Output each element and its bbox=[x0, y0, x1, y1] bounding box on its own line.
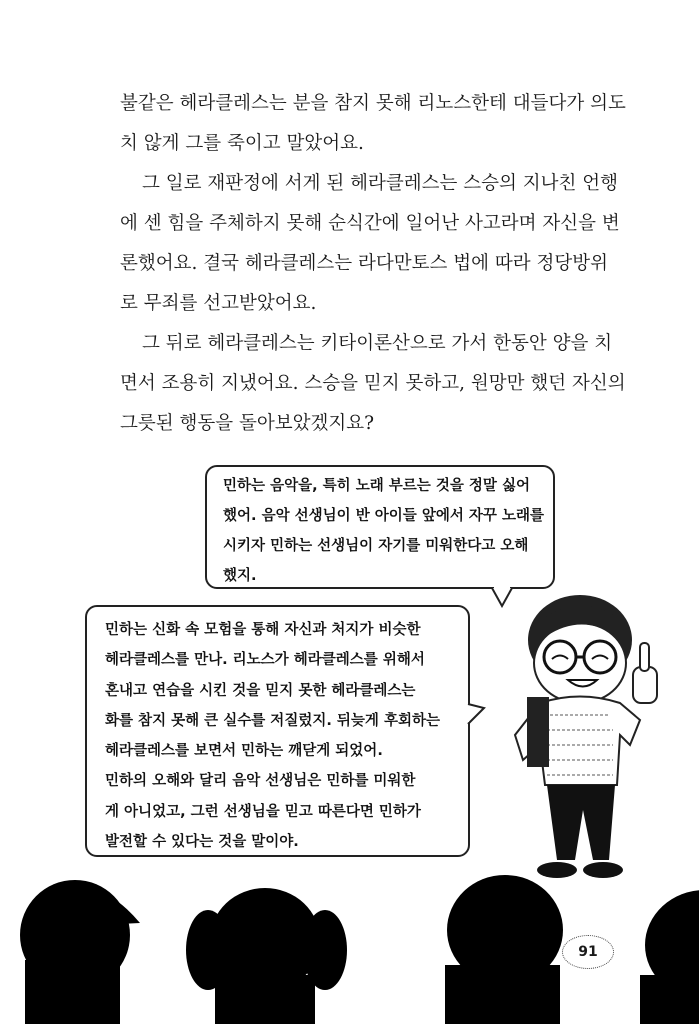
body-text bbox=[120, 84, 626, 444]
body-line: 그 일로 재판정에 서게 된 헤라클레스는 스승의 지나친 언행 bbox=[142, 173, 618, 194]
speech-bubble-1 bbox=[205, 465, 555, 589]
body-line: 로 무죄를 선고받았어요. bbox=[120, 293, 317, 314]
body-line: 면서 조용히 지냈어요. 스승을 믿지 못하고, 원망만 했던 자신의 bbox=[120, 373, 626, 394]
bubble-line: 화를 참지 못해 큰 실수를 저질렀지. 뒤늦게 후회하는 bbox=[105, 712, 440, 729]
page-number: 91 bbox=[562, 935, 614, 969]
bubble-line: 게 아니었고, 그런 선생님을 믿고 따른다면 민하가 bbox=[105, 803, 421, 820]
body-line: 그릇된 행동을 돌아보았겠지요? bbox=[120, 413, 375, 434]
bubble-line: 헤라클레스를 보면서 민하는 깨닫게 되었어. bbox=[105, 743, 383, 760]
bubble-line: 했어. 음악 선생님이 반 아이들 앞에서 자꾸 노래를 bbox=[223, 508, 544, 524]
bubble-line: 혼내고 연습을 시킨 것을 믿지 못한 헤라클레스는 bbox=[105, 682, 416, 699]
boy-character-illustration bbox=[505, 585, 675, 890]
body-line: 그 뒤로 헤라클레스는 키타이론산으로 가서 한동안 양을 치 bbox=[142, 333, 613, 354]
bubble-line: 발전할 수 있다는 것을 말이야. bbox=[105, 834, 299, 851]
bubble-line: 민하는 신화 속 모험을 통해 자신과 처지가 비슷한 bbox=[105, 622, 421, 638]
bubble-line: 민하의 오해와 달리 음악 선생님은 민하를 미워한 bbox=[105, 773, 416, 790]
bubble-line: 민하는 음악을, 특히 노래 부르는 것을 정말 싫어 bbox=[223, 478, 530, 494]
body-line: 불같은 헤라클레스는 분을 참지 못해 리노스한테 대들다가 의도 bbox=[120, 93, 626, 114]
bubble-tail-2 bbox=[466, 700, 488, 730]
body-line: 론했어요. 결국 헤라클레스는 라다만토스 법에 따라 정당방위 bbox=[120, 253, 608, 274]
bubble-line: 했지. bbox=[223, 568, 257, 584]
body-line: 치 않게 그를 죽이고 말았어요. bbox=[120, 133, 364, 154]
speech-bubble-2 bbox=[85, 605, 470, 857]
bubble-line: 헤라클레스를 만나. 리노스가 헤라클레스를 위해서 bbox=[105, 652, 425, 669]
bubble-line: 시키자 민하는 선생님이 자기를 미워한다고 오해 bbox=[223, 538, 529, 554]
body-line: 에 센 힘을 주체하지 못해 순식간에 일어난 사고라며 자신을 변 bbox=[120, 213, 620, 234]
